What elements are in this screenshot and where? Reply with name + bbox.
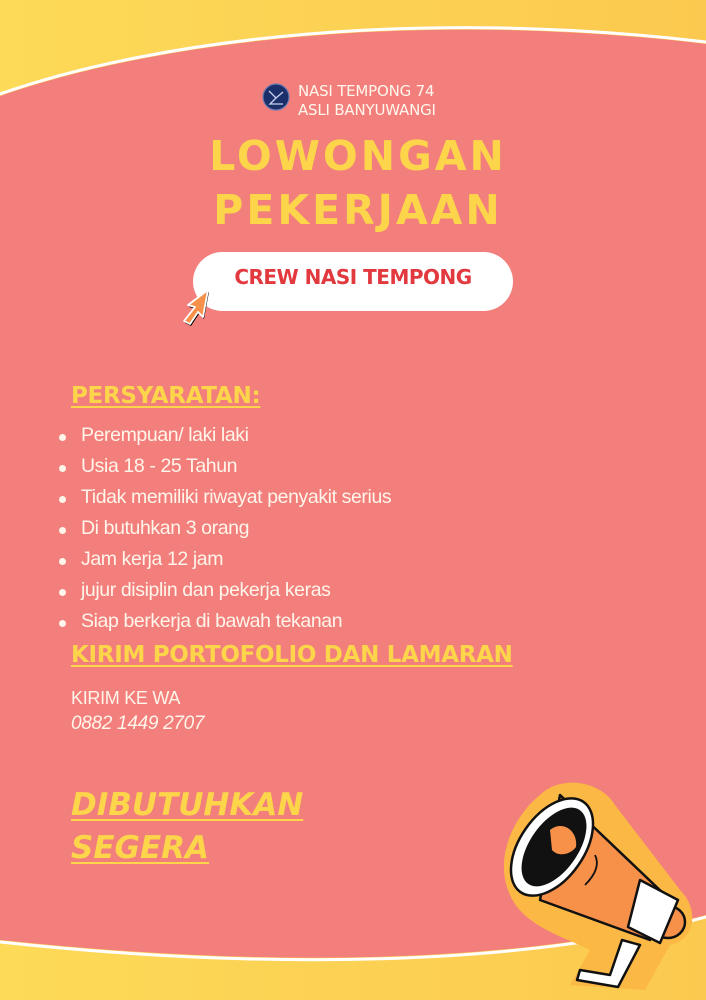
position-pill: [193, 252, 513, 311]
cursor-arrow-icon: [178, 287, 216, 327]
headline-line-2: PEKERJAAN: [213, 186, 503, 234]
list-item: Di butuhkan 3 orang: [56, 513, 391, 544]
megaphone-icon: [500, 775, 706, 990]
contact-phone: 0882 1449 2707: [71, 713, 205, 734]
urgent-line-2: SEGERA: [71, 830, 209, 866]
list-item: jujur disiplin dan pekerja keras: [56, 575, 391, 606]
brand-block: [262, 82, 436, 120]
list-item: Jam kerja 12 jam: [56, 544, 391, 575]
list-item: Usia 18 - 25 Tahun: [56, 451, 391, 482]
list-item: Tidak memiliki riwayat penyakit serius: [56, 482, 391, 513]
requirements-list: [56, 420, 391, 637]
urgent-line-1: DIBUTUHKAN: [71, 787, 304, 823]
application-title: KIRIM PORTOFOLIO DAN LAMARAN: [71, 642, 513, 668]
position-label: CREW NASI TEMPONG: [234, 264, 472, 289]
list-item: Siap berkerja di bawah tekanan: [56, 606, 391, 637]
brand-tagline: ASLI BANYUWANGI: [298, 101, 436, 119]
circle-logo-icon: [262, 83, 290, 111]
brand-name: NASI TEMPONG 74: [298, 82, 435, 100]
contact-label: KIRIM KE WA: [71, 688, 181, 708]
requirements-title: PERSYARATAN:: [71, 383, 261, 409]
headline-line-1: LOWONGAN: [209, 132, 507, 180]
list-item: Perempuan/ laki laki: [56, 420, 391, 451]
